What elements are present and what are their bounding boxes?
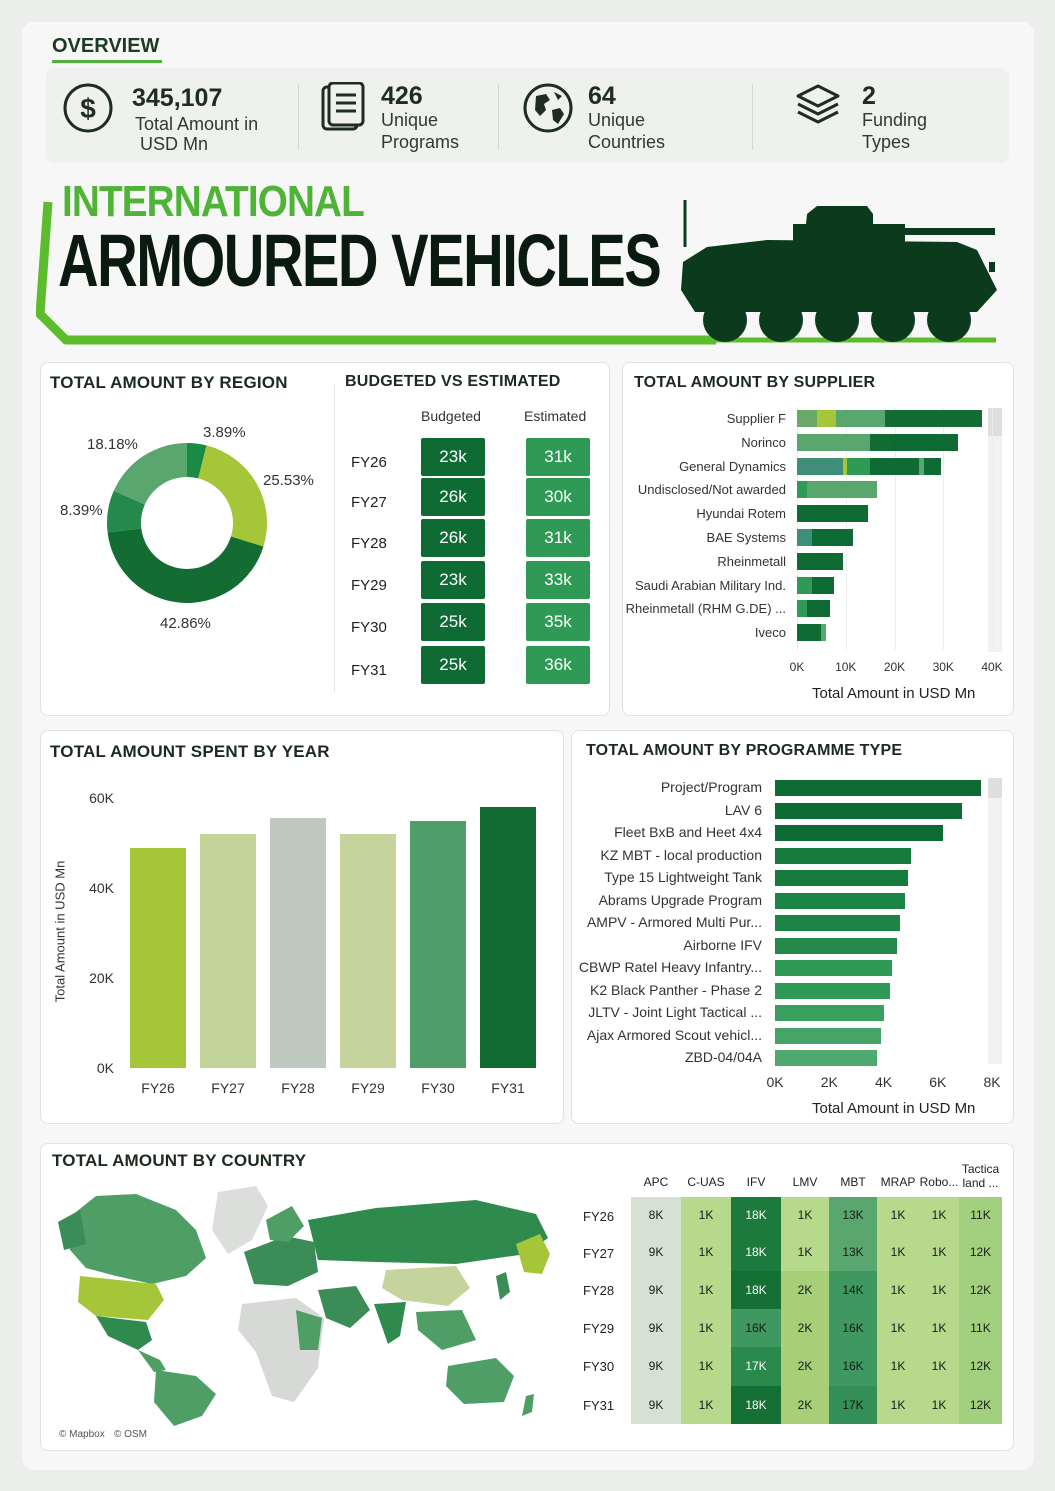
programme-xtick: 6K <box>929 1074 947 1090</box>
estimated-cell[interactable]: 30k <box>526 478 590 516</box>
programme-bar[interactable] <box>775 803 962 819</box>
map-australia <box>446 1358 514 1404</box>
supplier-bar-segment[interactable] <box>812 529 853 546</box>
donut-slice[interactable] <box>108 528 264 603</box>
year-xtick: FY28 <box>281 1080 315 1096</box>
supplier-bar-segment[interactable] <box>924 458 941 475</box>
svg-text:$: $ <box>80 93 96 124</box>
supplier-bar-segment[interactable] <box>890 434 958 451</box>
kpi-programs-label-1: Unique <box>381 110 439 130</box>
kpi-programs-value: 426 <box>381 82 423 110</box>
document-icon <box>320 82 368 139</box>
country-title: TOTAL AMOUNT BY COUNTRY <box>52 1151 307 1170</box>
heatmap-cell[interactable]: 1K <box>877 1347 919 1386</box>
map-india <box>374 1302 406 1344</box>
heatmap-column-header: Tactica land ... <box>961 1162 1000 1190</box>
year-bar[interactable] <box>480 807 536 1068</box>
heatmap-cell[interactable]: 1K <box>877 1386 919 1424</box>
programme-bar[interactable] <box>775 983 890 999</box>
year-ytick: 40K <box>89 880 114 896</box>
heatmap-column-header: MBT <box>840 1175 866 1189</box>
supplier-xlabel: Total Amount in USD Mn <box>812 685 976 702</box>
heatmap-cell[interactable]: 2K <box>781 1347 829 1386</box>
heatmap-cell[interactable]: 17K <box>731 1347 781 1386</box>
programme-xlabel: Total Amount in USD Mn <box>812 1100 976 1117</box>
supplier-category-label: Undisclosed/Not awarded <box>637 482 786 498</box>
supplier-category-label: Saudi Arabian Military Ind. <box>634 577 786 593</box>
kpi-total-label-2: USD Mn <box>140 134 209 154</box>
heatmap-cell[interactable]: 1K <box>919 1197 959 1234</box>
region-label-c: 42.86% <box>160 615 211 632</box>
programme-category-label: Airborne IFV <box>683 936 762 953</box>
supplier-bar-segment[interactable] <box>807 600 830 617</box>
globe-icon <box>522 82 574 139</box>
heatmap-cell[interactable]: 2K <box>781 1386 829 1424</box>
programme-category-label: Fleet BxB and Heet 4x4 <box>614 824 762 840</box>
map-scandinavia <box>266 1206 304 1242</box>
heatmap-row-label: FY29 <box>583 1321 615 1336</box>
heatmap-column-header: Robo... <box>919 1175 959 1189</box>
heatmap-column-header: IFV <box>746 1175 766 1189</box>
supplier-bar-segment[interactable] <box>797 529 812 546</box>
supplier-category-label: General Dynamics <box>679 458 786 474</box>
supplier-category-label: BAE Systems <box>706 530 786 545</box>
heatmap-column-header: LMV <box>792 1175 818 1189</box>
programme-bar[interactable] <box>775 938 897 954</box>
region-label-e: 18.18% <box>87 436 138 453</box>
budget-title: BUDGETED VS ESTIMATED <box>345 373 561 390</box>
overview-title: OVERVIEW <box>52 35 160 57</box>
supplier-bar-segment[interactable] <box>797 553 843 570</box>
estimated-cell[interactable]: 33k <box>526 561 590 599</box>
supplier-scrollbar[interactable] <box>988 408 1002 652</box>
programme-bar[interactable] <box>775 780 981 796</box>
supplier-category-label: Rheinmetall (RHM G.DE) ... <box>625 601 786 617</box>
programme-xtick: 4K <box>874 1074 893 1090</box>
map-greenland <box>212 1186 268 1254</box>
heatmap-column-header: C-UAS <box>687 1175 725 1189</box>
heatmap-cell[interactable]: 1K <box>919 1386 959 1424</box>
heatmap-column-header: MRAP <box>880 1175 916 1189</box>
supplier-xtick: 10K <box>835 660 857 674</box>
supplier-category-label: Rheinmetall <box>717 553 786 569</box>
supplier-bar-segment[interactable] <box>870 434 890 451</box>
heatmap-cell[interactable]: 1K <box>681 1386 731 1424</box>
heatmap-column-header: APC <box>643 1175 669 1189</box>
heatmap-cell[interactable]: 2K <box>781 1309 829 1347</box>
supplier-category-label: Norinco <box>741 434 786 450</box>
kpi-funding-value: 2 <box>862 82 876 110</box>
kpi-programs-label-2: Programs <box>381 132 460 152</box>
heatmap-cell[interactable]: 12K <box>959 1386 1002 1424</box>
year-bar[interactable] <box>410 821 466 1069</box>
programme-category-label: Abrams Upgrade Program <box>598 891 762 908</box>
heatmap-cell[interactable]: 13K <box>829 1234 877 1271</box>
heatmap-cell[interactable]: 12K <box>959 1347 1002 1386</box>
estimated-cell[interactable]: 31k <box>526 438 590 476</box>
heatmap-cell[interactable]: 12K <box>959 1271 1002 1309</box>
supplier-bar-segment[interactable] <box>797 434 870 451</box>
heatmap-cell[interactable]: 1K <box>681 1271 731 1309</box>
heatmap-cell[interactable]: 9K <box>631 1347 681 1386</box>
programme-bar[interactable] <box>775 960 892 976</box>
region-donut-chart <box>102 438 272 608</box>
map-russia <box>308 1200 548 1264</box>
heatmap-cell[interactable]: 1K <box>919 1347 959 1386</box>
heatmap-cell[interactable]: 1K <box>919 1234 959 1271</box>
programme-bar[interactable] <box>775 915 900 931</box>
heatmap-row-label: FY30 <box>583 1359 615 1374</box>
supplier-bar-segment[interactable] <box>836 410 885 427</box>
budget-year-label: FY27 <box>351 494 387 511</box>
year-xtick: FY31 <box>491 1080 525 1096</box>
kpi-funding-label-2: Types <box>862 132 911 152</box>
heatmap-cell[interactable]: 1K <box>781 1197 829 1234</box>
armoured-vehicle-icon <box>677 192 1012 352</box>
budget-year-label: FY29 <box>351 577 387 594</box>
kpi-countries-label-2: Countries <box>588 132 666 152</box>
supplier-scrollbar-thumb[interactable] <box>988 408 1002 436</box>
heatmap-cell[interactable]: 8K <box>631 1197 681 1234</box>
programme-category-label: LAV 6 <box>724 801 762 818</box>
heatmap-cell[interactable]: 18K <box>731 1386 781 1424</box>
year-xtick: FY26 <box>141 1080 175 1096</box>
heatmap-row-label: FY26 <box>583 1209 615 1224</box>
map-middle-east <box>318 1286 370 1328</box>
supplier-title: TOTAL AMOUNT BY SUPPLIER <box>634 374 876 391</box>
supplier-bar-segment[interactable] <box>797 458 843 475</box>
heatmap-cell[interactable]: 16K <box>829 1309 877 1347</box>
year-bar[interactable] <box>340 834 396 1068</box>
year-title: TOTAL AMOUNT SPENT BY YEAR <box>50 742 330 761</box>
heatmap-cell[interactable]: 16K <box>829 1347 877 1386</box>
programme-bar[interactable] <box>775 870 908 886</box>
kpi-strip <box>46 68 1009 163</box>
programme-category-label: JLTV - Joint Light Tactical ... <box>588 1004 762 1020</box>
donut-slice[interactable] <box>198 445 267 546</box>
estimated-cell[interactable]: 31k <box>526 519 590 557</box>
map-central-america <box>138 1350 166 1372</box>
heatmap-cell[interactable]: 1K <box>781 1234 829 1271</box>
heatmap-cell[interactable]: 1K <box>681 1197 731 1234</box>
programme-xtick: 0K <box>766 1074 784 1090</box>
supplier-bar-segment[interactable] <box>797 410 817 427</box>
map-south-america <box>154 1370 216 1426</box>
year-xtick: FY27 <box>211 1080 245 1096</box>
budget-cell[interactable]: 23k <box>421 561 485 599</box>
heatmap-cell[interactable]: 9K <box>631 1386 681 1424</box>
kpi-total-value: 345,107 <box>132 84 223 112</box>
heatmap-cell[interactable]: 1K <box>877 1234 919 1271</box>
heatmap-cell[interactable]: 18K <box>731 1234 781 1271</box>
programme-scrollbar[interactable] <box>988 778 1002 1064</box>
supplier-bar-segment[interactable] <box>797 600 807 617</box>
programme-category-label: Ajax Armored Scout vehicl... <box>586 1026 762 1043</box>
dollar-icon <box>62 82 114 139</box>
estimated-cell[interactable]: 36k <box>526 646 590 684</box>
year-bar[interactable] <box>200 834 256 1068</box>
supplier-category-label: Iveco <box>754 625 786 641</box>
heatmap-row-label: FY31 <box>583 1398 615 1413</box>
budget-col-budgeted: Budgeted <box>421 408 481 424</box>
programme-bar[interactable] <box>775 1028 881 1044</box>
programme-scrollbar-thumb[interactable] <box>988 778 1002 798</box>
programme-title: TOTAL AMOUNT BY PROGRAMME TYPE <box>586 742 903 759</box>
budget-year-label: FY31 <box>351 662 387 679</box>
year-bar[interactable] <box>270 818 326 1068</box>
programme-bar[interactable] <box>775 1050 877 1066</box>
year-ytick: 20K <box>89 970 114 986</box>
map-china <box>382 1266 470 1306</box>
supplier-bar-segment[interactable] <box>847 458 870 475</box>
supplier-bar-segment[interactable] <box>870 458 919 475</box>
programme-bar[interactable] <box>775 825 943 841</box>
banner-title-main: ARMOURED VEHICLES <box>58 219 661 302</box>
map-new-zealand <box>522 1394 534 1416</box>
supplier-bar-segment[interactable] <box>885 410 983 427</box>
region-label-a: 3.89% <box>203 424 246 441</box>
budget-year-label: FY26 <box>351 454 387 471</box>
heatmap-row-label: FY27 <box>583 1246 615 1261</box>
supplier-bar-segment[interactable] <box>821 624 826 641</box>
page <box>22 22 1034 1470</box>
heatmap-cell[interactable]: 1K <box>877 1271 919 1309</box>
programme-bar[interactable] <box>775 1005 884 1021</box>
heatmap-cell[interactable]: 1K <box>877 1197 919 1234</box>
budget-col-estimated: Estimated <box>524 408 587 424</box>
supplier-xtick: 20K <box>883 660 906 674</box>
kpi-funding-label-1: Funding <box>862 110 928 130</box>
programme-category-label: ZBD-04/04A <box>684 1049 762 1065</box>
heatmap-cell[interactable]: 16K <box>731 1309 781 1347</box>
programme-category-label: KZ MBT - local production <box>600 846 762 863</box>
divider <box>498 84 499 150</box>
heatmap-cell[interactable]: 1K <box>919 1271 959 1309</box>
map-japan <box>496 1272 510 1300</box>
heatmap-cell[interactable]: 2K <box>781 1271 829 1309</box>
region-label-b: 25.53% <box>263 472 314 489</box>
region-label-d: 8.39% <box>60 502 103 519</box>
supplier-category-label: Hyundai Rotem <box>696 506 786 522</box>
divider <box>298 84 299 150</box>
heatmap-cell[interactable]: 12K <box>959 1234 1002 1271</box>
supplier-bar-segment[interactable] <box>812 577 834 594</box>
heatmap-cell[interactable]: 17K <box>829 1386 877 1424</box>
budget-year-label: FY30 <box>351 619 387 636</box>
supplier-xtick: 0K <box>789 660 805 674</box>
programme-category-label: Type 15 Lightweight Tank <box>604 869 762 885</box>
budget-cell[interactable]: 23k <box>421 438 485 476</box>
heatmap-cell[interactable]: 1K <box>681 1234 731 1271</box>
map-southeast-asia <box>416 1310 476 1350</box>
supplier-gridline <box>992 408 993 650</box>
world-map[interactable] <box>56 1180 566 1428</box>
region-title: TOTAL AMOUNT BY REGION <box>50 373 288 392</box>
kpi-total-label-1: Total Amount in <box>135 114 259 134</box>
heatmap-cell[interactable]: 1K <box>919 1309 959 1347</box>
banner-title-top: INTERNATIONAL <box>62 177 364 226</box>
year-ytick: 60K <box>89 790 114 806</box>
year-ytick: 0K <box>96 1060 114 1076</box>
supplier-bar-segment[interactable] <box>797 481 807 498</box>
supplier-bar-segment[interactable] <box>797 624 821 641</box>
map-canada <box>66 1194 206 1284</box>
layers-icon <box>794 82 842 137</box>
map-attribution-mapbox[interactable]: © Mapbox <box>59 1429 105 1440</box>
budget-cell[interactable]: 25k <box>421 603 485 641</box>
overview-underline <box>52 60 162 63</box>
heatmap-cell[interactable]: 1K <box>877 1309 919 1347</box>
heatmap-cell[interactable]: 9K <box>631 1234 681 1271</box>
supplier-bar-segment[interactable] <box>797 577 812 594</box>
year-ylabel: Total Amount in USD Mn <box>52 860 68 1003</box>
divider <box>334 384 335 692</box>
budget-cell[interactable]: 25k <box>421 646 485 684</box>
heatmap-cell[interactable]: 9K <box>631 1309 681 1347</box>
divider <box>752 84 753 150</box>
supplier-bar-segment[interactable] <box>797 505 868 522</box>
budget-year-label: FY28 <box>351 535 387 552</box>
supplier-category-label: Supplier F <box>726 411 786 426</box>
heatmap-cell[interactable]: 1K <box>681 1309 731 1347</box>
heatmap-cell[interactable]: 9K <box>631 1271 681 1309</box>
heatmap-cell[interactable]: 14K <box>829 1271 877 1309</box>
programme-category-label: Project/Program <box>660 779 762 795</box>
budget-cell[interactable]: 26k <box>421 519 485 557</box>
budget-cell[interactable]: 26k <box>421 478 485 516</box>
estimated-cell[interactable]: 35k <box>526 603 590 641</box>
year-bar[interactable] <box>130 848 186 1069</box>
heatmap-cell[interactable]: 11K <box>959 1197 1002 1234</box>
supplier-xtick: 40K <box>981 660 1003 674</box>
programme-xtick: 8K <box>983 1074 1001 1090</box>
map-europe <box>244 1236 318 1286</box>
year-xtick: FY29 <box>351 1080 385 1096</box>
programme-bar[interactable] <box>775 848 911 864</box>
supplier-bar-segment[interactable] <box>817 410 837 427</box>
year-xtick: FY30 <box>421 1080 455 1096</box>
heatmap-cell[interactable]: 13K <box>829 1197 877 1234</box>
map-mexico <box>96 1316 152 1350</box>
programme-category-label: CBWP Ratel Heavy Infantry... <box>578 959 762 975</box>
programme-bar[interactable] <box>775 893 905 909</box>
programme-category-label: AMPV - Armored Multi Pur... <box>586 914 762 930</box>
heatmap-cell[interactable]: 11K <box>959 1309 1002 1347</box>
kpi-countries-value: 64 <box>588 82 616 110</box>
kpi-countries-label-1: Unique <box>588 110 646 130</box>
supplier-bar-segment[interactable] <box>807 481 878 498</box>
heatmap-cell[interactable]: 18K <box>731 1197 781 1234</box>
map-attribution-osm[interactable]: © OSM <box>114 1429 147 1440</box>
supplier-xtick: 30K <box>932 660 954 674</box>
heatmap-cell[interactable]: 1K <box>681 1347 731 1386</box>
heatmap-cell[interactable]: 18K <box>731 1271 781 1309</box>
programme-xtick: 2K <box>820 1074 838 1090</box>
heatmap-row-label: FY28 <box>583 1283 615 1298</box>
programme-category-label: K2 Black Panther - Phase 2 <box>590 981 762 998</box>
